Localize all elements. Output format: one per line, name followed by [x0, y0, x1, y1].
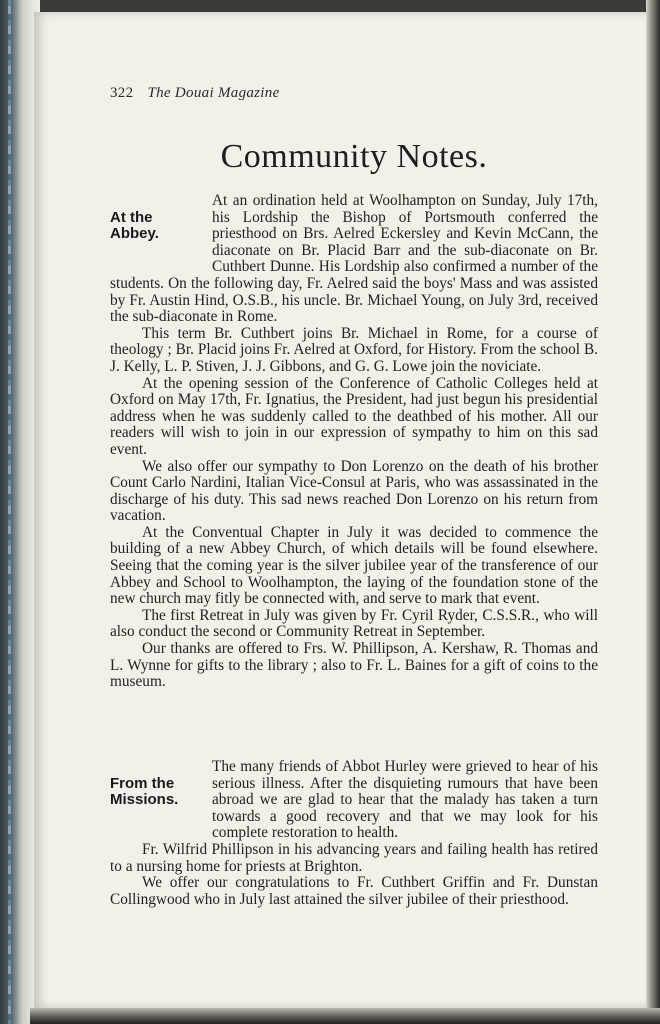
article-title: Community Notes.	[220, 138, 488, 175]
section-from-the-missions	[110, 759, 598, 908]
section-at-the-abbey	[110, 193, 598, 691]
paragraph: The many friends of Abbot Hurley were grieved to hear of his serious illness. After the disquieting rumours that have been abroad we are glad to hear that the malady has taken a turn towards a good recovery and that we may look for his complete restoration to health.	[212, 758, 598, 842]
section-heading-line: From the	[110, 774, 175, 792]
section-heading-line: At the	[110, 208, 153, 226]
page-number: 322	[110, 85, 134, 101]
paragraph: Fr. Wilfrid Phillipson in his advancing years and failing health has retired to a nursing home for priests at Brighton.	[110, 840, 598, 875]
magazine-title: The Douai Magazine	[147, 85, 280, 101]
paragraph: Our thanks are offered to Frs. W. Phillipson, A. Kershaw, R. Thomas and L. Wynne for gifts to the library ; also to Fr. L. Baines for a gift of coins to the museum.	[110, 640, 598, 691]
section-heading-abbey	[110, 193, 206, 260]
paragraph: At the Conventual Chapter in July it was decided to commence the building of a new Abbey Church, of which details will be found elsewhere. Seeing that the coming year is the silver jubilee year of the transference of our Abbey and School to Woolhampton, the laying of the foundation stone of the new church may fitly be connected with, and serve to mark that event.	[110, 523, 598, 608]
paragraph: At the opening session of the Conference of Catholic Colleges held at Oxford on May 17th, Fr. Ignatius, the President, had just begun his presidential address when he was suddenly called to the deathbed of his mother. All our readers will wish to join in our expression of sympathy to him on this sad event.	[110, 374, 598, 458]
paragraph: We also offer our sympathy to Don Lorenzo on the death of his brother Count Carlo Nardini, Italian Vice-Consul at Paris, who was assassinated in the discharge of his duty. This sad news reached Don Lorenzo on his return from vacation.	[110, 457, 598, 525]
paragraph: At an ordination held at Woolhampton on Sunday, July 17th, his Lordship the Bishop of Portsmouth conferred the priesthood on Brs. Aelred Eckersley and Kevin McCann, the diaconate on Br. Placid Barr and the sub-diaconate on Br. Cuthbert Dunne. His Lordship also confirmed a number of the students. On the following day, Fr. Aelred said the boys' Mass and was assisted by Fr. Austin Hind, O.S.B., his uncle. Br. Michael Young, on July 3rd, received the sub-diaconate in Rome.	[110, 192, 598, 326]
book-cover-edge-right	[646, 0, 660, 1024]
running-header	[110, 85, 280, 102]
page-edges-left	[8, 0, 11, 1024]
paragraph: We offer our congratulations to Fr. Cuthbert Griffin and Fr. Dunstan Collingwood who in July last attained the silver jubilee of their priesthood.	[110, 874, 598, 908]
paragraph: The first Retreat in July was given by Fr. Cyril Ryder, C.S.S.R., who will also conduct the second or Community Retreat in September.	[110, 606, 598, 641]
section-heading-missions	[110, 759, 206, 826]
book-cover-edge-bottom	[30, 1008, 660, 1024]
section-heading-line: Missions.	[110, 791, 179, 809]
section-heading-line: Abbey.	[110, 225, 159, 243]
paragraph: This term Br. Cuthbert joins Br. Michael in Rome, for a course of theology ; Br. Placid joins Fr. Aelred at Oxford, for History. From the school B. J. Kelly, L. P. Stiven, J. J. Gibbons, and G. G. Lowe join the noviciate.	[110, 324, 598, 375]
